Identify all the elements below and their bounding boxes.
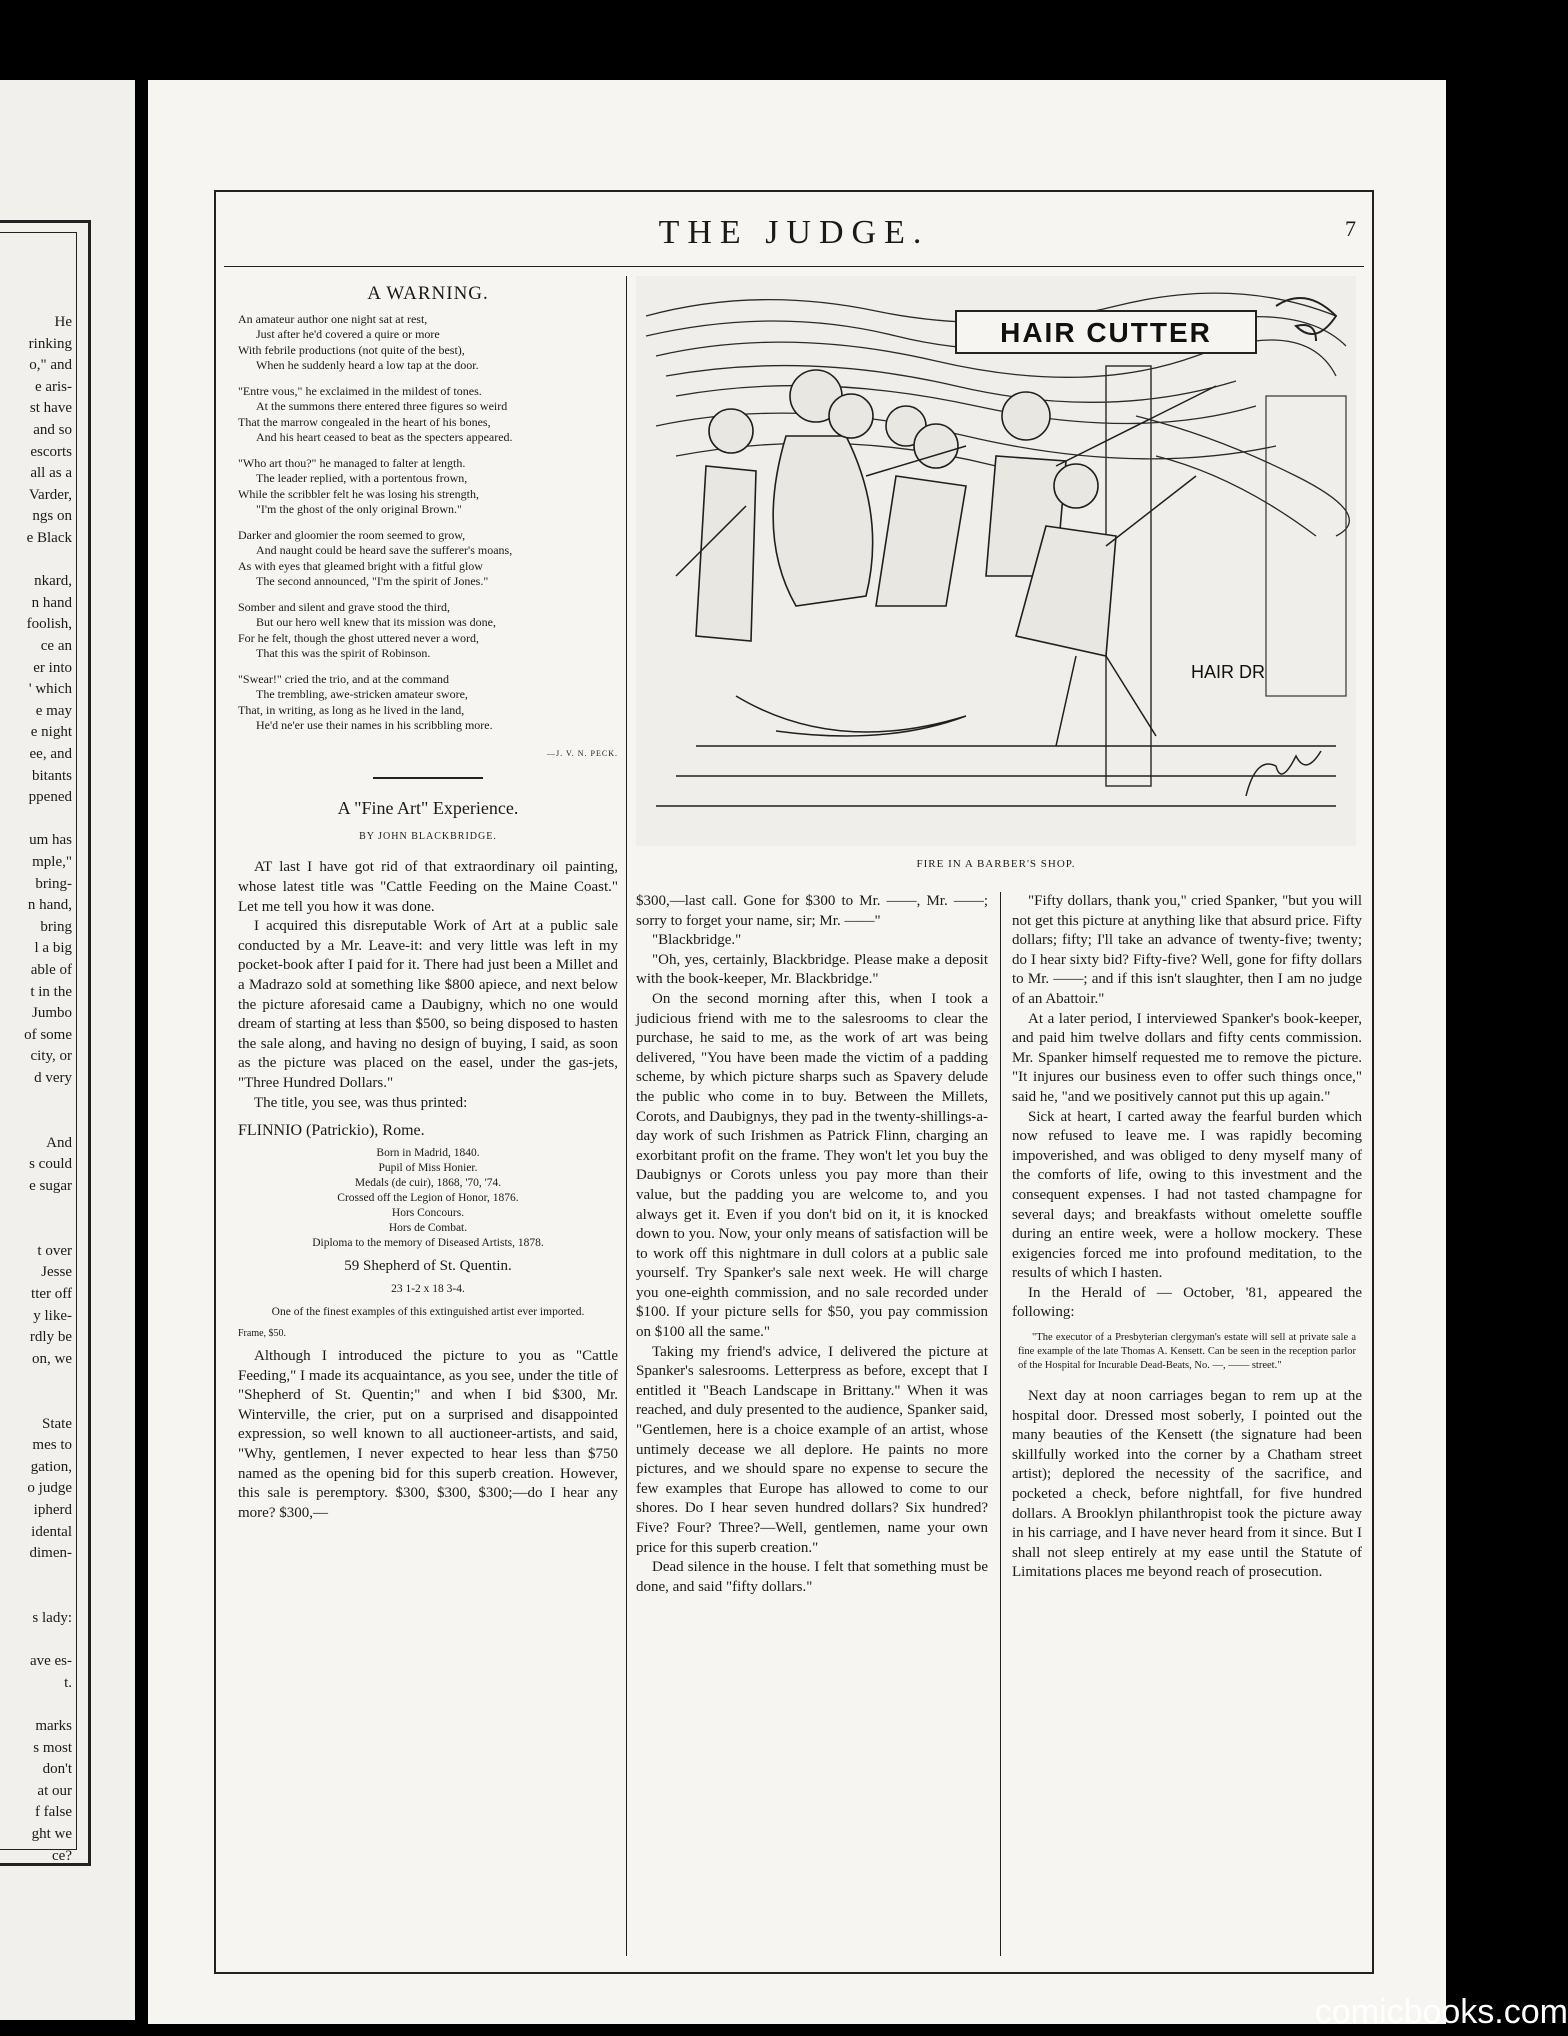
previous-page-text-fragment: idental [31,1523,72,1540]
previous-page-text-fragment: able of [30,962,72,978]
previous-page-text-fragment: e Black [26,530,72,546]
poem-line: At the summons there entered three figures so weird [256,399,508,414]
article-paragraph: I acquired this disreputable Work of Art at a public sale conducted by a Mr. Leave-it: and very little was left in my pocket-book after I paid for it. There had just been a Millet and a Madrazo sold at something like $800 apiece, and next below the picture aforesaid came a Daubigny, which no one would dream of starting at less than $500, so being disposed to hasten the sale along, and having no design of buying, I said, as soon as the picture was placed on the easel, under the gas-jets, "Three Hundred Dollars." [238,918,618,1091]
previous-page-text-fragment: y like- [33,1307,72,1324]
previous-page-text-fragment: city, or [30,1048,72,1065]
catalog-line: Crossed off the Legion of Honor, 1876. [337,1192,519,1205]
page-border [214,190,1374,1974]
poem-stanza [238,456,618,518]
poem-line: That the marrow congealed in the heart of his bones, [238,414,491,429]
previous-page-text-fragment: bring- [35,875,72,892]
poem-stanza [238,312,618,374]
poem-line: As with eyes that gleamed bright with a fitful glow [238,558,483,573]
previous-page-text-fragment: tter off [31,1286,72,1302]
poem-stanza [238,528,618,590]
previous-page-text-fragment: all as a [30,465,72,482]
illustration-caption: FIRE IN A BARBER'S SHOP. [916,858,1076,870]
poem-line: Darker and gloomier the room seemed to grow, [238,527,466,542]
previous-page-text-fragment: on, we [32,1350,72,1367]
previous-page-text-fragment: e sugar [29,1178,72,1194]
newspaper-page [148,80,1568,2031]
page-number: 7 [1345,216,1356,241]
previous-page-text-fragment: um has [29,832,72,849]
previous-page-text-fragment: dimen- [29,1545,72,1562]
article-paragraph: Sick at heart, I carted away the fearful burden which now refused to leave me. I was rapidly becoming impoverished, and was obliged to deny myself many of the comforts of life, owing to this investment and the consequent expenses. I had not tasted champagne for several days; and breakfasts without omelette souffle during an entire week, were a hollow mockery. These exigencies forced me into profound meditation, to the results of which I hasten. [1012,1108,1362,1282]
previous-page-text-fragment: bitants [32,767,72,784]
article-paragraph: The title, you see, was thus printed: [254,1094,468,1111]
poem-title: A WARNING. [367,283,489,304]
previous-page-text-fragment: ce? [52,1847,72,1864]
poem-line: While the scribbler felt he was losing his strength, [238,486,479,501]
article-paragraph: Although I introduced the picture to you as "Cattle Feeding," I made its acquaintance, as you see, under the title of "Shepherd of St. Quentin;" and when I bid $300, Mr. Winterville, the crier, put on a surprised and disappointed expression, so well known to all auctioneer-artists, and said, "Why, gentlemen, I never expected to hear less than $750 named as the opening bid for this superb creation. However, this sale is peremptory. $300, $300, $300;—do I hear any more? $300,— [238,1348,618,1521]
poem-line: With febrile productions (not quite of the best), [238,342,465,357]
catalog-line: Diploma to the memory of Diseased Artists, 1878. [312,1237,544,1250]
previous-page-text-fragment: e night [30,724,72,741]
masthead-title: THE JUDGE. [658,214,930,251]
poem-line: That, in writing, as long as he lived in the land, [238,702,465,717]
article-paragraph: "Oh, yes, certainly, Blackbridge. Please make a deposit with the book-keeper, Mr. Blackbridge." [636,951,988,988]
previous-page-text-fragment: ght we [31,1826,72,1842]
barber-shop-illustration [636,276,1356,846]
poem-line: When he suddenly heard a low tap at the door. [256,358,479,373]
article-paragraph: AT last I have got rid of that extraordinary oil painting, whose latest title was "Cattle Feeding on the Maine Coast." Let me tell you how it was done. [238,859,618,915]
previous-page-text-fragment: ave es- [29,1653,72,1670]
poem-line: "Who art thou?" he managed to falter at length. [238,455,466,470]
masthead-rule [224,266,1364,267]
previous-page-text-fragment: marks [35,1718,72,1734]
catalog-artist: FLINNIO (Patrickio), Rome. [238,1122,425,1140]
previous-page-text-fragment: And [46,1134,72,1151]
poem-stanza [238,672,618,734]
previous-page-text-fragment: o," and [29,357,72,374]
previous-page-column [0,232,77,1864]
catalog-line: Born in Madrid, 1840. [376,1147,480,1160]
column-right [1012,892,1362,1583]
previous-page-text-fragment: ' which [28,681,72,698]
poem-line: Somber and silent and grave stood the third, [238,599,450,614]
previous-page-text-fragment: escorts [30,443,72,460]
previous-page-text-fragment: e may [35,702,72,719]
article-paragraph: On the second morning after this, when I took a judicious friend with me to the salesrooms to clear the purchase, he said to me, as the work of art was being delivered, "You have been made the victim of a padding scheme, by which picture sharps such as Spavery delude the public who come in to buy. Between the Millets, Corots, and Daubignys, they pad in the twenty-shillings-a-day work of such Irishmen as Patrick Flinn, charging an exorbitant profit on the frame. They won't let you buy the Daubignys or Corots unless you pay more than their value, but the padding you are welcome to, and you always get it. Even if you don't bid on it, it is knocked down to you. Now, your only means of satisfaction will be to work off this nightmare in dull colors at a public sale yourself. Try Spanker's sale next week. He will charge you one-eighth commission, and no sale recorded under $100. If your picture sells for $50, you pay commission on $100 all the same." [636,990,988,1341]
article-byline: BY JOHN BLACKBRIDGE. [359,830,497,842]
column-middle [636,892,988,1597]
previous-page-text-fragment: nkard, [34,573,72,590]
column-left [238,284,618,1523]
previous-page-text-fragment: ipherd [33,1502,72,1518]
previous-page-text-fragment: bring [40,918,72,935]
previous-page-text-fragment: n hand [31,594,72,611]
article-paragraph: Dead silence in the house. I felt that something must be done, and said "fifty dollars." [636,1559,988,1595]
catalog-line: Hors de Combat. [388,1222,468,1235]
previous-page-text-fragment: State [42,1415,72,1432]
poem-line: He'd ne'er use their names in his scribbling more. [256,718,493,733]
previous-page-text-fragment: o judge [27,1480,72,1497]
catalog-line: Hors Concours. [391,1207,465,1220]
previous-page-text-fragment: t. [64,1674,72,1691]
poem-line: "I'm the ghost of the only original Brown." [256,502,462,517]
previous-page-text-fragment: f false [34,1804,72,1821]
previous-page-text-fragment: er into [33,659,72,676]
previous-page-text-fragment: ee, and [29,746,72,762]
previous-page-text-fragment: t in the [30,983,72,1000]
poem-line: An amateur author one night sat at rest, [238,311,428,326]
previous-page-text-fragment: gation, [30,1458,72,1475]
poem-line: "Entre vous," he exclaimed in the mildest of tones. [238,383,482,398]
previous-page-text-fragment: Varder, [28,486,72,503]
poem-stanza [238,600,618,662]
previous-page-text-fragment: Jumbo [31,1005,72,1022]
previous-page-text-fragment: at our [37,1782,72,1799]
previous-page-text-fragment: d very [34,1070,72,1086]
window-sign-text: HAIR DR [1191,662,1266,682]
previous-page-text-fragment: foolish, [26,616,72,633]
poem-line: The trembling, awe-stricken amateur swore, [256,687,468,702]
previous-page-text-fragment: l a big [34,940,72,957]
poem-stanza [238,384,618,446]
previous-page-text-fragment: and so [33,422,72,438]
previous-page-text-fragment: rdly be [29,1329,72,1346]
catalog-frame: Frame, $50. [238,1328,287,1340]
previous-page-text-fragment: ngs on [32,508,72,525]
column-rule [1000,892,1001,1956]
catalog-line: Medals (de cuir), 1868, '70, '74. [354,1177,502,1190]
poem-line: For he felt, though the ghost uttered never a word, [238,630,479,645]
catalog-note: One of the finest examples of this extinguished artist ever imported. [271,1306,585,1319]
previous-page-text-fragment: t over [37,1242,72,1259]
warning-poem [238,284,618,763]
poem-line: The second announced, "I'm the spirit of Jones." [256,574,489,589]
herald-notice-quote: "The executor of a Presbyterian clergyman's estate will sell at private sale a fine example of the late Thomas A. Kensett. Can be seen in the reception parlor of the Hospital for Incurable Dead-Beats, No. —, —— street." [1018,1332,1356,1372]
article-paragraph: "Fifty dollars, thank you," cried Spanker, "but you will not get this picture at anything like that absurd price. Fifty dollars; fifty; I'll take an advance of twenty-five; twenty; do I hear sixty bid? Fifty-five? Well, gone for fifty dollars to Mr. ——; and if this isn't slaughter, then I am no judge of an Abattoir." [1012,893,1362,1007]
poem-line: "Swear!" cried the trio, and at the command [238,671,450,686]
previous-page-text-fragment: Jesse [41,1264,72,1281]
article-paragraph: At a later period, I interviewed Spanker's book-keeper, and paid him twelve dollars and fifty cents commission. Mr. Spanker himself requested me to remove the picture. "It injures our business even to offer such things once," said he, "and we positively cannot put this up again." [1012,1010,1362,1105]
previous-page-text-fragment: st have [29,400,72,417]
previous-page-text-fragment: s could [29,1156,72,1173]
catalog-entry [238,1123,618,1341]
previous-page-text-fragment: s most [33,1739,72,1756]
poem-signature: —J. V. N. PECK. [547,748,618,758]
article-paragraph: $300,—last call. Gone for $300 to Mr. ——, Mr. ——; sorry to forget your name, sir; Mr. ——" [636,893,988,929]
previous-page-text-fragment: s lady: [32,1610,72,1626]
previous-page-text-fragment: He [54,314,72,330]
poem-line: But our hero well knew that its mission was done, [256,615,496,630]
poem-line: Just after he'd covered a quire or more [256,327,440,342]
article-paragraph: Taking my friend's advice, I delivered the picture at Spanker's salesrooms. Letterpress as before, except that I entitled it "Beach Landscape in Brittany." When it was reached, and duly presented to the audience, Spanker said, "Gentlemen, here is a choice example of an artist, whose untimely decease we all deplore. He paints no more pictures, and we should spare no expense to secure the few examples that Europe has allowed to come to our shores. Do I hear seven hundred dollars? Six hundred? Five? Four? Three?—Well, gentlemen, name your own price for this superb creation." [636,1343,988,1556]
watermark: comicbooks.com [1314,1993,1568,2031]
article-paragraph: Next day at noon carriages began to rem up at the hospital door. Dressed most soberly, I pointed out the many beauties of the Kensett (the signature had been skillfully worked into the corner by a Chatham street artist); deplored the necessity of the sacrifice, and pocketed a check, before nightfall, for five hundred dollars. A Brooklyn philanthropist took the picture away in his carriage, and I have never heard from it since. But I shall not sleep entirely at my ease until the Statute of Limitations places me beyond reach of prosecution. [1012,1388,1362,1581]
article-paragraph: "Blackbridge." [652,932,742,949]
poem-line: That this was the spirit of Robinson. [256,646,431,661]
article-title: A "Fine Art" Experience. [337,798,519,819]
previous-page-text-fragment: don't [42,1761,72,1778]
section-divider [373,777,483,779]
previous-page-text-fragment: of some [24,1026,72,1043]
previous-page-text-fragment: e aris- [34,378,72,395]
poem-line: And naught could be heard save the sufferer's moans, [256,543,513,558]
column-rule [626,276,627,1956]
previous-page-strip [0,80,135,2020]
article-paragraph: In the Herald of — October, '81, appeared the following: [1012,1284,1362,1321]
shop-sign-text: HAIR CUTTER [1000,317,1212,348]
catalog-line: Pupil of Miss Honier. [378,1162,478,1175]
previous-page-text-fragment: mple," [32,854,72,870]
catalog-item: 59 Shepherd of St. Quentin. [344,1258,512,1275]
previous-page-text-fragment: rinking [28,335,72,352]
poem-line: The leader replied, with a portentous frown, [256,471,468,486]
fire-illustration-svg [636,276,1356,846]
poem-line: And his heart ceased to beat as the specters appeared. [256,430,513,445]
previous-page-text-fragment: n hand, [27,897,72,914]
previous-page-text-fragment: mes to [32,1437,72,1454]
catalog-size: 23 1-2 x 18 3-4. [391,1283,465,1296]
previous-page-text-fragment: ce an [40,638,72,654]
previous-page-text-fragment: ppened [28,789,72,806]
